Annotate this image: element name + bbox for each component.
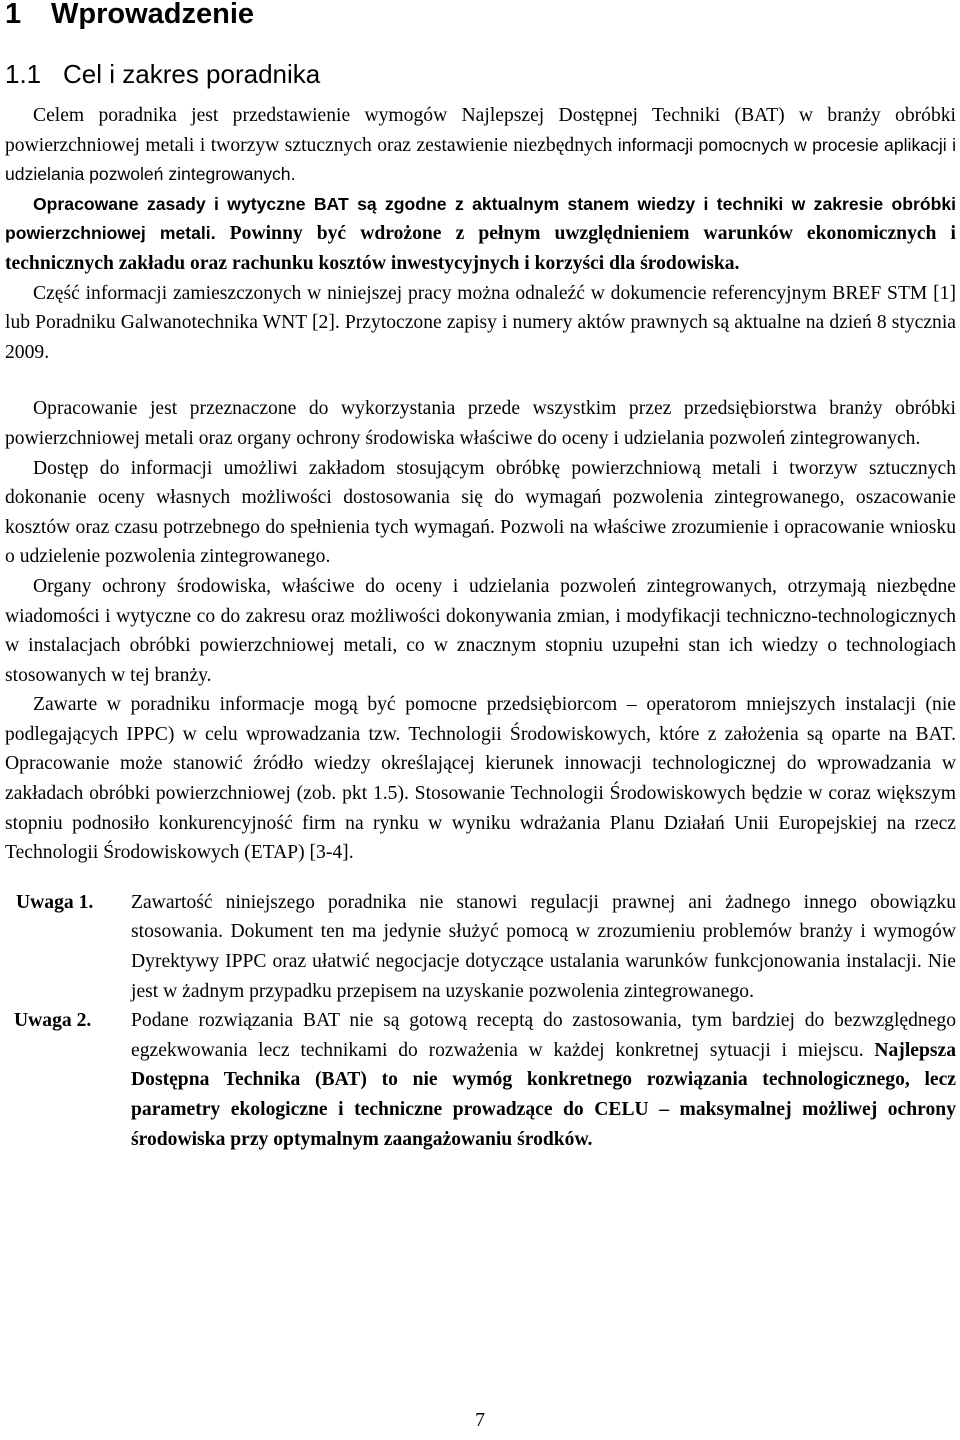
paragraph-gap: [5, 367, 956, 394]
paragraph-access: Dostęp do informacji umożliwi zakładom stosującym obróbkę powierzchniową metali i tworzyw sztucznych dokonanie oceny własnych możliwości dostosowania się do wymagań pozwolenia zintegrowanego, oszacowanie kosztów oraz czasu potrzebnego do spełnienia tych wymagań. Pozwoli na właściwe zrozumienie i opracowanie wniosku o udzielenie pozwolenia zintegrowanego.: [5, 457, 956, 568]
paragraph-bat-principles: [5, 190, 956, 279]
note-2-text: [131, 1006, 956, 1154]
paragraph-bat-principles-sans: Opracowane zasady i wytyczne BAT są zgodne z aktualnym stanem wiedzy i techniki w zakresie obróbki powierzchniowej metali.: [5, 193, 956, 244]
chapter-heading: [5, 0, 254, 34]
paragraph-audience: Opracowanie jest przeznaczone do wykorzystania przede wszystkim przez przedsiębiorstwa branży obróbki powierzchniowej metali oraz organy ochrony środowiska właściwe do oceny i udzielania pozwoleń zintegrowanych.: [5, 398, 956, 449]
section-number: 1.1: [5, 59, 42, 89]
page-number: 7: [475, 1410, 485, 1431]
paragraph-gap: [5, 868, 956, 888]
paragraph-purpose-text: Celem poradnika jest przedstawienie wymogów Najlepszej Dostępnej Techniki (BAT) w branży obróbki powierzchniowej metali i tworzyw sztucznych oraz zestawienie niezbędnych: [5, 105, 956, 156]
paragraph-references: Część informacji zamieszczonych w niniejszej pracy można odnaleźć w dokumencie referencyjnym BREF STM [1] lub Poradniku Galwanotechnika WNT [2]. Przytoczone zapisy i numery aktów prawnych są aktualne na dzień 8 stycznia 2009.: [5, 282, 956, 363]
section-title: Cel i zakres poradnika: [63, 59, 321, 89]
note-1-text: [131, 888, 956, 1006]
paragraph-small-installations: Zawarte w poradniku informacje mogą być pomocne przedsiębiorcom – operatorom mniejszych instalacji (nie podlegających IPPC) w celu wprowadzania tzw. Technologii Środowiskowych, które z założenia są oparte na BAT. Opracowanie może stanowić źródło wiedzy określającej kierunek innowacji technologicznej do wprowadzania w zakładach obróbki powierzchniowej (zob. pkt 1.5). Stosowanie Technologii Środowiskowych będzie w coraz większym stopniu podnosiło konkurencyjność firm na rynku w wyniku wdrażania Planu Działań Unii Europejskiej na rzecz Technologii Środowiskowych (ETAP) [3-4].: [5, 694, 956, 864]
paragraph-purpose-sans: informacji pomocnych w procesie aplikacji i udzielania pozwoleń zintegrowanych.: [5, 134, 957, 185]
note-1-body: Zawartość niniejszego poradnika nie stanowi regulacji prawnej ani żadnego innego obowiązku stosowania. Dokument ten ma jedynie służyć pomocą w zrozumieniu problemów branży i wymogów Dyrektywy IPPC oraz ułatwić negocjacje dotyczące ustalania warunków funkcjonowania instalacji. Nie jest w żadnym przypadku przepisem na uzyskanie pozwolenia zintegrowanego.: [131, 891, 956, 1002]
chapter-title: Wprowadzenie: [51, 0, 255, 30]
note-2-label: Uwaga 2.: [14, 1010, 92, 1032]
note-1-label: Uwaga 1.: [16, 891, 94, 913]
document-body: [5, 101, 956, 1154]
paragraph-authorities: Organy ochrony środowiska, właściwe do oceny i udzielania pozwoleń zintegrowanych, otrzymają niezbędne wiadomości i wytyczne co do zakresu oraz możliwości dokonywania zmian, i modyfikacji techniczno-technologicznych w instalacjach obróbki powierzchniowej metali, co w znacznym stopniu uzupełni stan ich wiedzy o technologiach stosowanych w tej branży.: [5, 575, 956, 686]
note-2: [5, 1006, 956, 1154]
paragraph-purpose: [5, 101, 956, 190]
section-heading: [5, 54, 320, 94]
note-2-body: Podane rozwiązania BAT nie są gotową receptą do zastosowania, tym bardziej do bezwzględnego egzekwowania lecz technikami do rozważenia w każdej konkretnej sytuacji i miejscu.: [131, 1010, 956, 1061]
chapter-number: 1: [5, 0, 22, 30]
note-2-bold: Najlepsza Dostępna Technika (BAT) to nie wymóg konkretnego rozwiązania technologicznego, lecz parametry ekologiczne i techniczne prowadzące do CELU – maksymalnej możliwej ochrony środowiska przy optymalnym zaangażowaniu środków.: [131, 1039, 956, 1150]
note-1: [5, 888, 956, 1006]
paragraph-bat-principles-text: Powinny być wdrożone z pełnym uwzględnieniem warunków ekonomicznych i technicznych zakładu oraz rachunku kosztów inwestycyjnych i korzyści dla środowiska.: [5, 223, 956, 274]
